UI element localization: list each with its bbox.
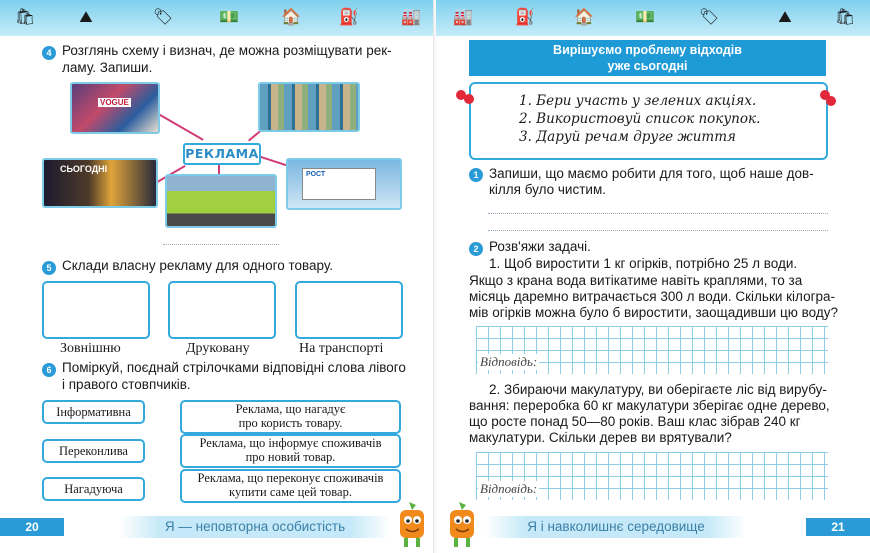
header-line: уже сьогодні [607,59,688,73]
task6-line2: і правого стовпчиків. [62,377,191,392]
right-page [436,0,870,553]
match-right-item[interactable] [180,434,401,468]
sogodni-sign: СЬОГОДНІ [60,164,108,174]
left-page [0,0,434,553]
tag-icon: 🏷 [698,9,720,26]
orange-mascot-icon [442,500,482,550]
task1-line1: Запиши, що маємо робити для того, щоб наше дов- [489,166,814,181]
task4-line1: Розглянь схему і визнач, де можна розміщувати рек- [62,43,392,58]
match-right-item[interactable] [180,469,401,503]
outdoor-ad-box[interactable] [42,281,150,339]
task1-line2: кілля було чистим. [489,182,606,197]
match-left-item[interactable]: Нагадуюча [42,477,145,501]
print-ad-box[interactable] [168,281,276,339]
tag-icon: 🏷 [152,9,174,26]
connector-line [257,155,288,167]
fuel-pump-icon: ⛽ [339,9,359,26]
top-decor-bar [0,0,434,36]
task-number: 5 [42,261,56,275]
fuel-pump-icon: ⛽ [515,9,535,26]
problem1-line: місяць даремно витрачається 300 л води. Скільки кілогра- [469,289,836,304]
match-right-line: Реклама, що нагадує [235,402,346,416]
pin-icon [464,94,474,104]
task-number: 2 [469,242,483,256]
footer-title: Я і навколишнє середовище [486,516,746,538]
orange-mascot-icon [392,500,432,550]
box-label: Зовнішню [60,341,121,356]
problem2-line: макулатури. Скільки дерев ви врятували? [469,430,732,445]
task5-text: Склади власну рекламу для одного товару. [62,258,334,273]
answer-label: Відповідь: [480,481,538,496]
storefront-photo [70,82,160,134]
top-decor-bar [436,0,870,36]
landscape-icon: ⛰ [79,9,93,26]
header-line: Вирішуємо проблему відходів [553,43,742,57]
page-number: 20 [0,518,64,536]
rule-item: 3. Даруй речам друге життя [519,129,736,145]
answer-label: Відповідь: [480,354,538,369]
problem2-line: що росте понад 50—80 років. Ваш клас зібрав 240 кг [469,414,801,429]
shopping-bag-icon: 🛍 [14,9,36,26]
page-number: 21 [806,518,870,536]
rule-item: 2. Використовуй список покупок. [519,111,761,127]
task2-intro: Розв'яжи задачі. [489,239,591,254]
house-icon: 🏠 [281,9,301,26]
match-left-item[interactable]: Переконлива [42,439,145,463]
vogue-sign: VOGUE [100,98,129,107]
task6-line1: Поміркуй, поєднай стрілочками відповідні слова лівого [62,360,406,375]
rule-item: 1. Бери участь у зелених акціях. [519,93,757,109]
problem2-line: 2. Збираючи макулатуру, ви оберігаєте ліс від вирубу- [489,382,827,397]
match-right-line: Реклама, що інформує споживачів [199,436,382,450]
kiosk-photo [258,82,360,132]
match-left-item[interactable]: Інформативна [42,400,145,424]
problem1-line: мів огірків можна було б виростити, заощадивши цю воду? [469,305,838,320]
shopping-bag-icon: 🛍 [834,9,856,26]
hand-money-icon: 💵 [635,9,655,26]
rost-sign: РОСТ [306,171,326,178]
landscape-icon: ⛰ [778,9,792,26]
match-right-line: Реклама, що переконує споживачів [197,471,384,485]
night-shop-photo [42,158,158,208]
match-right-line: про користь товару. [238,416,343,430]
answer-line[interactable] [488,213,828,214]
problem1-line: Якщо з крана вода витікатиме навіть краплями, то за [469,273,803,288]
factory-icon: 🏭 [453,9,473,26]
box-label: Друковану [186,341,250,356]
transport-ad-box[interactable] [295,281,403,339]
reklama-label: РЕКЛАМА [183,143,261,165]
answer-line[interactable] [163,244,279,245]
match-right-line: про новий товар. [245,450,336,464]
footer-title: Я — неповторна особистість [120,516,390,538]
section-header [469,40,826,76]
factory-icon: 🏭 [401,9,421,26]
problem2-line: вання: переробка 60 кг макулатури зберігає одне дерево, [469,398,830,413]
problem1-line: 1. Щоб виростити 1 кг огірків, потрібно 25 л води. [489,256,798,271]
answer-line[interactable] [488,230,828,231]
house-icon: 🏠 [574,9,594,26]
hand-money-icon: 💵 [219,9,239,26]
pin-icon [826,96,836,106]
box-label: На транспорті [299,341,384,356]
match-right-line: купити саме цей товар. [229,485,352,499]
task-number: 6 [42,363,56,377]
bus-photo [165,174,277,228]
task-number: 1 [469,168,483,182]
match-right-item[interactable] [180,400,401,434]
task-number: 4 [42,46,56,60]
task4-line2: ламу. Запиши. [62,60,153,75]
billboard-photo [286,158,402,210]
